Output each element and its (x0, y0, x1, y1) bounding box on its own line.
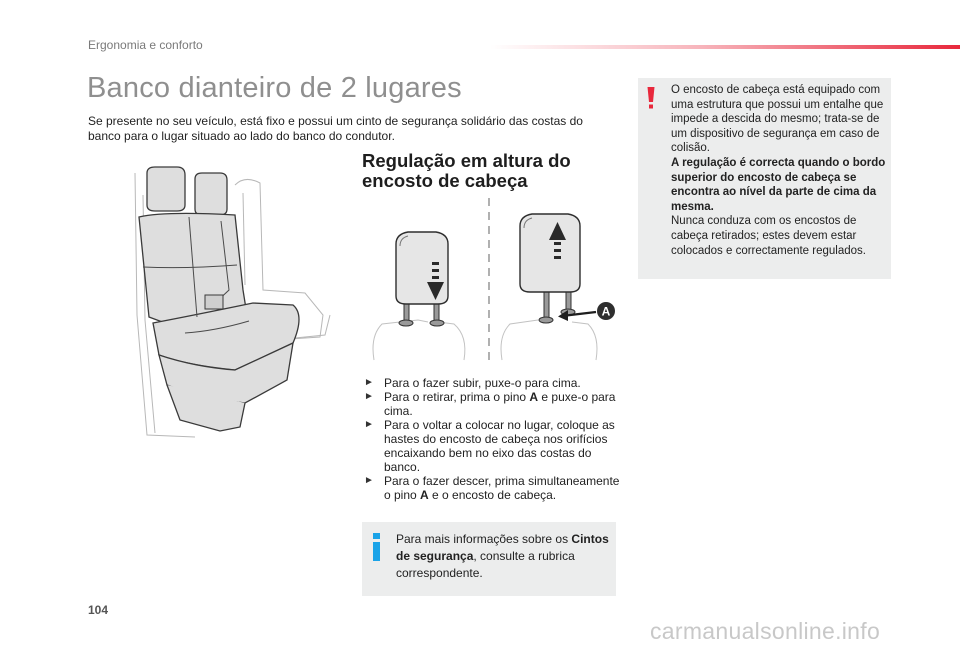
instruction-item: ► Para o fazer descer, prima simultaneamente o pino A e o encosto de cabeça. (364, 474, 620, 502)
warning-box (638, 78, 891, 279)
page-title: Banco dianteiro de 2 lugares (87, 72, 462, 104)
section-label: Ergonomia e conforto (88, 38, 203, 52)
section-subheading: Regulação em altura do encosto de cabeça (362, 150, 571, 191)
warning-line-emphasis: A regulação é correcta quando o bordo superior do encosto de cabeça se encontra ao nível da parte de cima da mesma. (671, 156, 886, 213)
instruction-item: ► Para o retirar, prima o pino A e puxe-o para cima. (364, 390, 616, 418)
info-text: Para mais informações sobre os Cintos de segurança, consulte a rubrica correspondente. (396, 532, 609, 580)
arrow-right-icon: ► (364, 475, 374, 486)
seat-illustration (125, 165, 340, 440)
header-accent-bar (490, 45, 960, 49)
arrow-right-icon: ► (364, 377, 374, 388)
info-box (362, 522, 616, 596)
headrest-left (396, 232, 448, 326)
arrow-right-icon: ► (364, 391, 374, 402)
intro-paragraph: Se presente no seu veículo, está fixo e possui um cinto de segurança solidário das costas do banco para o lugar situado ao lado do banco do condutor. (88, 114, 583, 143)
callout-label: A (601, 304, 611, 319)
info-icon (370, 532, 384, 562)
headrest-right (520, 214, 596, 323)
page-number: 104 (88, 603, 109, 617)
arrow-right-icon: ► (364, 419, 374, 430)
headrest-adjustment-illustration (368, 196, 623, 364)
instruction-item: ► Para o fazer subir, puxe-o para cima. (364, 376, 581, 390)
watermark: carmanualsonline.info (650, 618, 881, 644)
warning-text (671, 83, 887, 258)
warning-line: Nunca conduza com os encostos de cabeça retirados; estes devem estar colocados e correctamente regulados. (671, 215, 866, 257)
exclamation-icon (647, 87, 655, 109)
instruction-list (362, 376, 620, 502)
instruction-item: ► Para o voltar a colocar no lugar, coloque as hastes do encosto de cabeça nos orifícios encaixando bem no eixo das costas do banco. (364, 418, 615, 474)
warning-line: O encosto de cabeça está equipado com uma estrutura que possui um entalhe que impede a descida do mesmo; trata-se de um dispositivo de segurança em caso de colisão. (671, 84, 884, 155)
